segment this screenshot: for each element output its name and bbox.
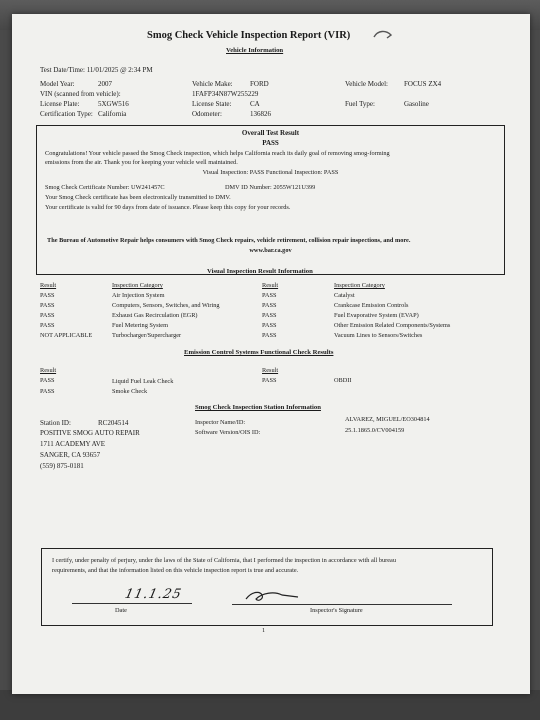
visual-left-result-2: PASS: [40, 302, 55, 309]
visual-col-category-left: Inspection Category: [112, 282, 163, 289]
visual-right-result-1: PASS: [262, 292, 277, 299]
emission-col-result-right: Result: [262, 367, 279, 374]
overall-result-heading: Overall Test Result: [241, 129, 300, 137]
visual-right-result-2: PASS: [262, 302, 277, 309]
certification-statement-line1: I certify, under penalty of perjury, under the laws of the State of California, that I performed the inspection in accordance with all bureau: [52, 557, 396, 564]
license-plate-label: License Plate:: [40, 100, 80, 108]
report-title: Smog Check Vehicle Inspection Report (VIR): [147, 30, 351, 41]
congratulations-text-line1: Congratulations! Your vehicle passed the Smog Check inspection, which helps California reach its daily goal of removing smog-forming: [45, 150, 390, 157]
bar-consumer-notice: The Bureau of Automotive Repair helps consumers with Smog Check repairs, vehicle retirement, collision repair inspections, and more.: [47, 237, 411, 244]
overall-result-value: PASS: [262, 139, 279, 147]
certificate-number: Smog Check Certificate Number: UW241457C: [45, 184, 165, 191]
background-surface-bottom: [0, 690, 540, 720]
visual-left-result-5: NOT APPLICABLE: [40, 332, 93, 339]
vehicle-make-label: Vehicle Make:: [192, 80, 233, 88]
paperclip-icon: [372, 28, 394, 42]
page-number: 1: [262, 627, 266, 634]
visual-left-category-1: Air Injection System: [112, 292, 165, 299]
emission-right-category-1: OBDII: [334, 377, 352, 384]
station-phone: (559) 875-0181: [40, 462, 84, 470]
validity-notice: Your certificate is valid for 90 days from date of issuance. Please keep this copy for your records.: [45, 204, 291, 211]
emission-left-category-2: Smoke Check: [112, 388, 148, 395]
visual-right-result-5: PASS: [262, 332, 277, 339]
visual-left-result-3: PASS: [40, 312, 55, 319]
visual-left-category-2: Computers, Sensors, Switches, and Wiring: [112, 302, 220, 309]
station-name: POSITIVE SMOG AUTO REPAIR: [40, 429, 140, 437]
visual-right-category-4: Other Emission Related Components/Systems: [334, 322, 451, 329]
vin-label: VIN (scanned from vehicle):: [40, 90, 121, 98]
station-id-value: RC204514: [98, 419, 129, 427]
fuel-type-label: Fuel Type:: [345, 100, 375, 108]
visual-left-result-4: PASS: [40, 322, 55, 329]
vehicle-model-label: Vehicle Model:: [345, 80, 388, 88]
vehicle-model-value: FOCUS ZX4: [404, 80, 442, 88]
visual-left-category-3: Exhaust Gas Recirculation (EGR): [112, 312, 198, 319]
visual-right-category-1: Catalyst: [334, 292, 355, 299]
overall-result-box: [36, 125, 505, 275]
dmv-id-number: DMV ID Number: 2055W121U399: [225, 184, 316, 191]
emission-left-result-2: PASS: [40, 388, 55, 395]
visual-right-result-3: PASS: [262, 312, 277, 319]
vehicle-make-value: FORD: [250, 80, 269, 88]
visual-col-category-right: Inspection Category: [334, 282, 385, 289]
visual-col-result-right: Result: [262, 282, 279, 289]
signature-line: [232, 604, 452, 605]
visual-left-result-1: PASS: [40, 292, 55, 299]
date-label: Date: [115, 607, 127, 614]
certification-type-label: Certification Type:: [40, 110, 93, 118]
vehicle-info-heading: Vehicle Information: [226, 47, 284, 54]
emission-right-result-1: PASS: [262, 377, 277, 384]
visual-col-result-left: Result: [40, 282, 57, 289]
transmitted-notice: Your Smog Check certificate has been electronically transmitted to DMV.: [45, 194, 231, 201]
emission-left-result-1: PASS: [40, 377, 55, 384]
visual-left-category-4: Fuel Metering System: [112, 322, 168, 329]
visual-right-category-2: Crankcase Emission Controls: [334, 302, 409, 309]
license-plate-value: 5XGW516: [98, 100, 129, 108]
certification-box: [41, 548, 493, 626]
visual-inspection-heading: Visual Inspection Result Information: [207, 268, 313, 275]
inspector-name-label: Inspector Name/ID:: [195, 419, 246, 426]
license-state-label: License State:: [192, 100, 232, 108]
fuel-type-value: Gasoline: [404, 100, 429, 108]
signature-label: Inspector's Signature: [310, 607, 363, 614]
bar-website-link[interactable]: www.bar.ca.gov: [249, 247, 292, 254]
emission-col-result-left: Result: [40, 367, 57, 374]
inspector-name-value: ALVAREZ, MIGUEL/EO304814: [345, 416, 430, 423]
visual-left-category-5: Turbocharger/Supercharger: [112, 332, 182, 339]
visual-right-result-4: PASS: [262, 322, 277, 329]
emission-check-heading: Emission Control Systems Functional Check Results: [184, 349, 334, 356]
certification-type-value: California: [98, 110, 127, 118]
vin-value: 1FAFP34N87W255229: [192, 90, 259, 98]
software-version-label: Software Version/OIS ID:: [195, 429, 261, 436]
test-datetime: Test Date/Time: 11/01/2025 @ 2:34 PM: [40, 66, 153, 74]
visual-right-category-3: Fuel Evaporative System (EVAP): [334, 312, 419, 319]
inspection-report-page: [12, 14, 530, 694]
station-info-heading: Smog Check Inspection Station Information: [195, 404, 321, 411]
certification-statement-line2: requirements, and that the information listed on this vehicle inspection report is true and accurate.: [52, 567, 299, 574]
model-year-label: Model Year:: [40, 80, 75, 88]
date-line: [72, 603, 192, 604]
odometer-value: 136826: [250, 110, 271, 118]
station-id-label: Station ID:: [40, 419, 71, 427]
software-version-value: 25.1.1865.0/CV004159: [345, 427, 405, 434]
handwritten-date: 11.1.25: [123, 587, 184, 602]
station-address-line2: SANGER, CA 93657: [40, 451, 101, 459]
visual-right-category-5: Vacuum Lines to Sensors/Switches: [334, 332, 423, 339]
visual-functional-result: Visual Inspection: PASS Functional Inspection: PASS: [202, 169, 339, 176]
odometer-label: Odometer:: [192, 110, 222, 118]
emission-left-category-1: Liquid Fuel Leak Check: [112, 378, 174, 385]
model-year-value: 2007: [98, 80, 112, 88]
station-address-line1: 1711 ACADEMY AVE: [40, 440, 106, 448]
congratulations-text-line2: emissions from the air. Thank you for keeping your vehicle well maintained.: [45, 159, 238, 166]
license-state-value: CA: [250, 100, 260, 108]
